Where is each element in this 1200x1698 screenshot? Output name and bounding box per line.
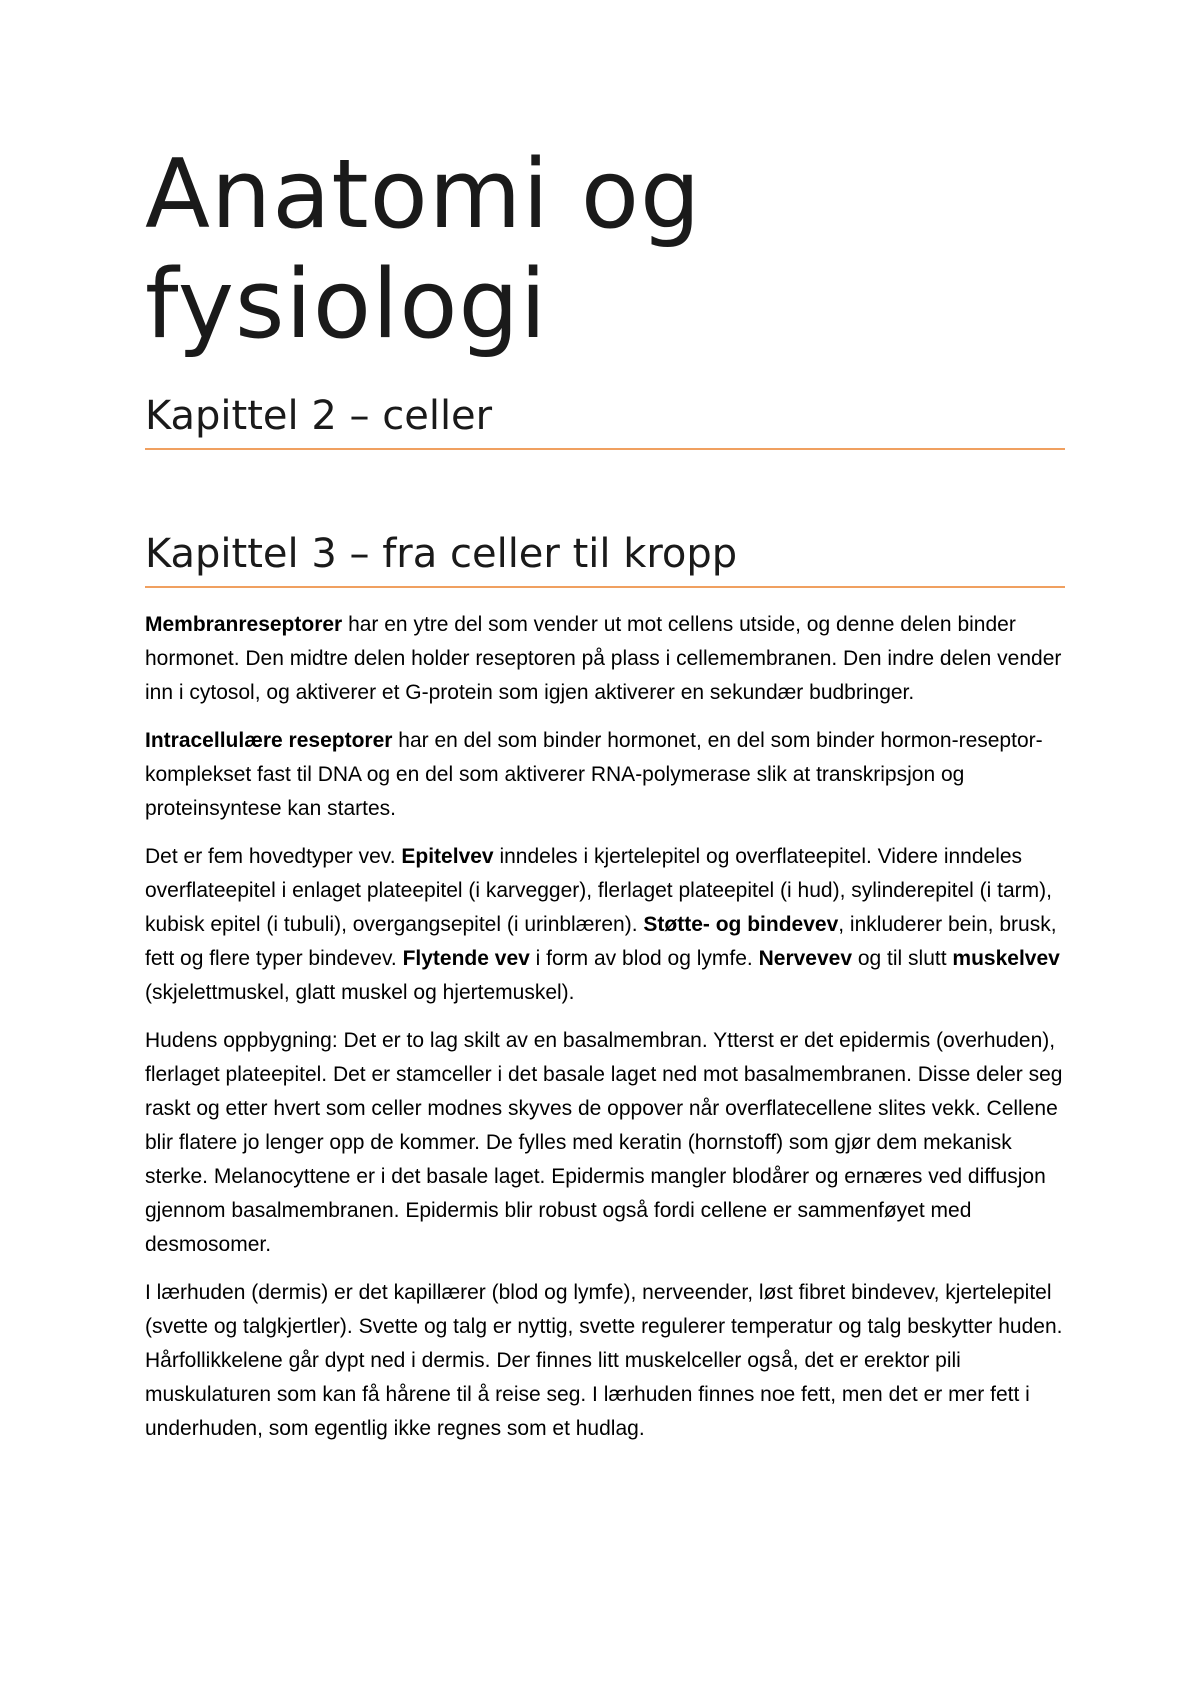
paragraph-text: har en del som binder hormonet, en del som binder hormon-reseptor-komplekset fast til DNA og en del som aktiverer RNA-polymerase slik at transkripsjon og proteinsyntese kan startes.: [145, 729, 1043, 820]
paragraph-text: Det er fem hovedtyper vev.: [145, 845, 402, 868]
chapter-3-heading: Kapittel 3 – fra celler til kropp: [145, 530, 1065, 588]
paragraph-laerhuden: [145, 1276, 1065, 1446]
paragraph-text: I lærhuden (dermis) er det kapillærer (blod og lymfe), nerveender, løst fibret bindevev, kjertelepitel (svette og talgkjertler). Svette og talg er nyttig, svette regulerer temperatur og talg beskytter huden. Hårfollikkelene går dypt ned i dermis. Der finnes litt muskelceller også, det er erektor pili muskulaturen som kan få hårene til å reise seg. I lærhuden finnes noe fett, men det er mer fett i underhuden, som egentlig ikke regnes som et hudlag.: [145, 1281, 1063, 1440]
bold-term: Membranreseptorer: [145, 613, 343, 636]
bold-term: muskelvev: [952, 947, 1060, 970]
bold-term: Flytende vev: [402, 947, 530, 970]
bold-term: Intracellulære reseptorer: [145, 729, 393, 752]
document-page: [145, 140, 1065, 1460]
paragraph-membranreseptorer: [145, 608, 1065, 710]
bold-term: Støtte- og bindevev: [643, 913, 839, 936]
chapter-2-heading: Kapittel 2 – celler: [145, 392, 1065, 450]
bold-term: Epitelvev: [401, 845, 494, 868]
document-title: [145, 140, 1065, 360]
paragraph-text: , inkluderer bein, brusk, fett og flere typer bindevev.: [145, 913, 1057, 970]
title-line-2: fysiologi: [145, 250, 548, 360]
paragraph-text: i form av blod og lymfe.: [529, 947, 759, 970]
paragraph-text: Hudens oppbygning: Det er to lag skilt av en basalmembran. Ytterst er det epidermis (overhuden), flerlaget plateepitel. Det er stamceller i det basale laget ned mot basalmembranen. Disse deler seg raskt og etter hvert som celler modnes skyves de oppover når overflatecellene slites vekk. Cellene blir flatere jo lenger opp de kommer. De fylles med keratin (hornstoff) som gjør dem mekanisk sterke. Melanocyttene er i det basale laget. Epidermis mangler blodårer og ernæres ved diffusjon gjennom basalmembranen. Epidermis blir robust også fordi cellene er sammenføyet med desmosomer.: [145, 1029, 1063, 1256]
paragraph-intracellulaere: [145, 724, 1065, 826]
paragraph-vevtyper: [145, 840, 1065, 1010]
bold-term: Nervevev: [758, 947, 853, 970]
paragraph-text: inndeles i kjertelepitel og overflateepitel. Videre inndeles overflateepitel i enlaget plateepitel (i karvegger), flerlaget plateepitel (i hud), sylinderepitel (i tarm), kubisk epitel (i tubuli), overgangsepitel (i urinblæren).: [145, 845, 1052, 936]
paragraph-hudens-oppbygning: [145, 1024, 1065, 1262]
paragraph-text: (skjelettmuskel, glatt muskel og hjertemuskel).: [145, 981, 575, 1004]
paragraph-text: har en ytre del som vender ut mot cellens utside, og denne delen binder hormonet. Den midtre delen holder reseptoren på plass i cellemembranen. Den indre delen vender inn i cytosol, og aktiverer et G-protein som igjen aktiverer en sekundær budbringer.: [145, 613, 1062, 704]
title-line-1: Anatomi og: [145, 140, 702, 250]
paragraph-text: og til slutt: [852, 947, 953, 970]
